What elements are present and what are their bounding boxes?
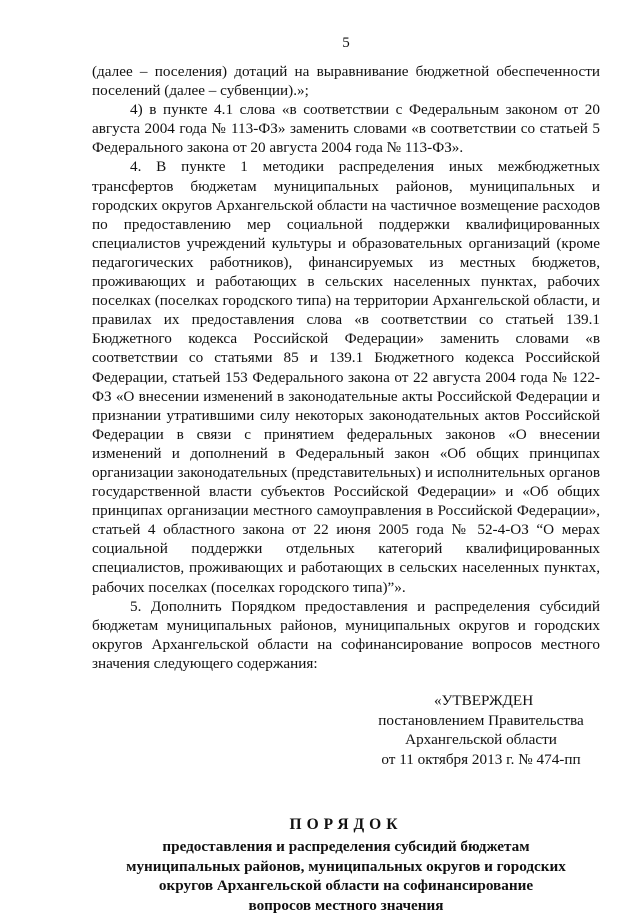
- subtitle-line-1: предоставления и распределения субсидий бюджетам: [92, 837, 600, 857]
- approval-line-resolution: постановлением Правительства: [362, 711, 600, 731]
- page-number: 5: [92, 34, 600, 52]
- paragraph-item-4-subpoint: 4) в пункте 4.1 слова «в соответствии с Федеральным законом от 20 августа 2004 года № 113-ФЗ» заменить словами «в соответствии со статьей 5 Федерального закона от 20 августа 2004 года № 113-ФЗ».: [92, 100, 600, 157]
- approval-stamp: [362, 691, 600, 769]
- approval-line-approved: «УТВЕРЖДЕН: [362, 691, 600, 711]
- paragraph-item-5: 5. Дополнить Порядком предоставления и распределения субсидий бюджетам муниципальных районов, муниципальных округов и городских округов Архангельской области на софинансирование вопросов местного значения следующего содержания:: [92, 597, 600, 673]
- approval-line-region: Архангельской области: [362, 730, 600, 750]
- subtitle-line-2: муниципальных районов, муниципальных округов и городских: [92, 857, 600, 877]
- document-subtitle: [92, 837, 600, 915]
- approval-line-date: от 11 октября 2013 г. № 474-пп: [362, 750, 600, 770]
- subtitle-line-3: округов Архангельской области на софинансирование: [92, 876, 600, 896]
- subtitle-line-4: вопросов местного значения: [92, 896, 600, 915]
- document-title: ПОРЯДОК: [92, 815, 600, 835]
- paragraph-continuation: (далее – поселения) дотаций на выравнивание бюджетной обеспеченности поселений (далее – субвенции).»;: [92, 62, 600, 100]
- document-page: [92, 34, 600, 915]
- paragraph-item-4: 4. В пункте 1 методики распределения иных межбюджетных трансфертов бюджетам муниципальных районов, муниципальных и городских округов Архангельской области на частичное возмещение расходов по предоставлению мер социальной поддержки квалифицированных специалистов учреждений культуры и образовательных организаций (кроме педагогических работников), финансируемых из местных бюджетов, проживающих и работающих в сельских населенных пунктах, рабочих поселках (поселках городского типа) на территории Архангельской области, и правилах их предоставления слова «в соответствии со статьей 139.1 Бюджетного кодекса Российской Федерации» заменить словами «в соответствии со статьями 85 и 139.1 Бюджетного кодекса Российской Федерации, статьей 153 Федерального закона от 22 августа 2004 года № 122-ФЗ «О внесении изменений в законодательные акты Российской Федерации и признании утратившими силу некоторых законодательных актов Российской Федерации в связи с принятием федеральных законов «О внесении изменений и дополнений в Федеральный закон «Об общих принципах организации законодательных (представительных) и исполнительных органов государственной власти субъектов Российской Федерации» и «Об общих принципах организации местного самоуправления в Российской Федерации», статьей 4 областного закона от 22 июня 2005 года № 52-4-ОЗ “О мерах социальной поддержки отдельных категорий квалифицированных специалистов, проживающих и работающих в сельских населенных пунктах, рабочих поселках (поселках городского типа)”».: [92, 157, 600, 596]
